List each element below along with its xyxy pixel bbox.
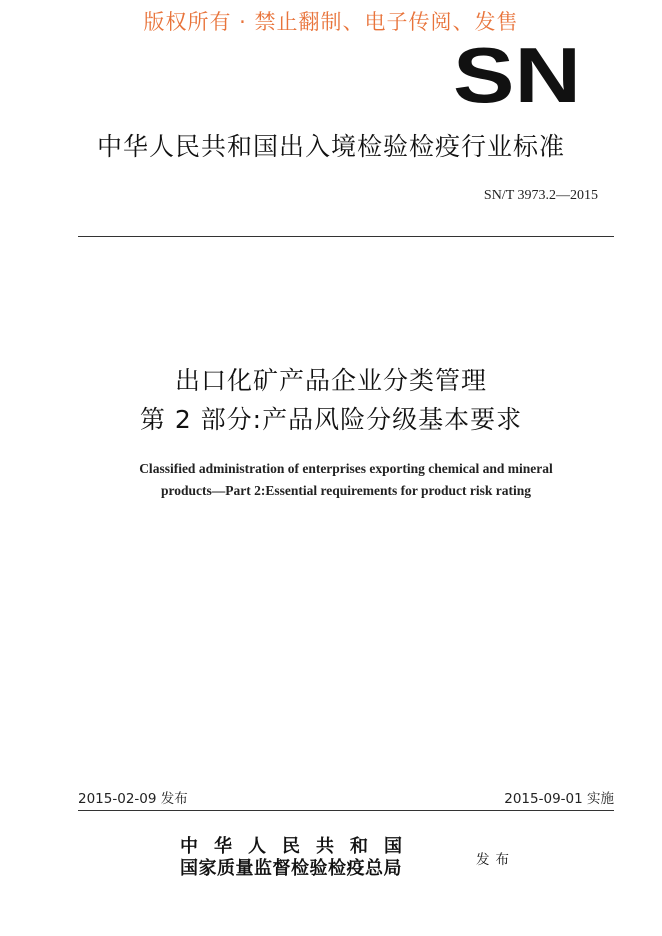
implementation-date: 2015-09-01 实施: [504, 791, 614, 807]
title-cn-line1: 出口化矿产品企业分类管理: [174, 366, 487, 395]
standard-number: SN/T 3973.2—2015: [483, 188, 598, 203]
agency-header: 中华人民共和国出入境检验检疫行业标准: [96, 132, 565, 161]
issue-date: 2015-02-09 发布: [78, 791, 188, 807]
issuer-country: 中华人民共和国: [180, 836, 418, 857]
sn-logo-text: SN: [453, 40, 581, 106]
title-cn-line2: 第 2 部分:产品风险分级基本要求: [139, 405, 523, 434]
sn-logo: [452, 40, 582, 106]
bottom-divider: [78, 810, 614, 811]
copyright-notice: 版权所有 · 禁止翻制、电子传阅、发售: [143, 10, 519, 34]
issuer-block: [180, 836, 418, 880]
issuer-agency: 国家质量监督检验检疫总局: [180, 858, 402, 879]
title-en-line1: Classified administration of enterprises exporting chemical and mineral: [139, 461, 553, 476]
title-en: [96, 458, 596, 502]
top-divider: [78, 236, 614, 237]
issuer-suffix: 发布: [476, 852, 515, 868]
title-en-line2: products—Part 2:Essential requirements for product risk rating: [161, 483, 531, 498]
